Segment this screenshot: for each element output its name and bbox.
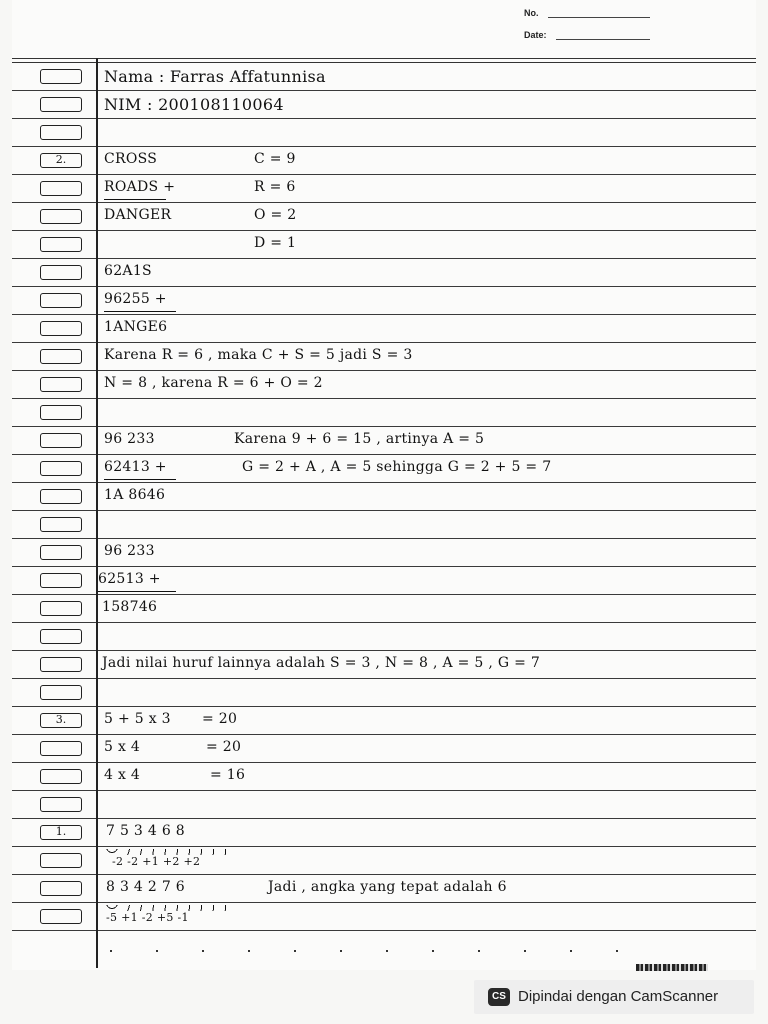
handwritten-text: DANGER	[104, 207, 172, 223]
handwritten-text: = 20	[202, 711, 238, 727]
row-checkbox[interactable]	[40, 853, 82, 868]
handwritten-text: -5 +1 -2 +5 -1	[106, 911, 189, 924]
row-checkbox[interactable]	[40, 489, 82, 504]
row-checkbox[interactable]	[40, 517, 82, 532]
handwritten-text: C = 9	[254, 151, 296, 167]
handwritten-text: O = 2	[254, 207, 297, 223]
handwritten-text: 1A 8646	[104, 487, 166, 503]
handwritten-text: = 16	[210, 767, 246, 783]
line-row	[12, 875, 756, 903]
question-number-box[interactable]: 2.	[40, 153, 82, 168]
handwritten-text: 62413 +	[104, 459, 167, 475]
line-row	[12, 343, 756, 371]
handwritten-text: -2 -2 +1 +2 +2	[112, 855, 201, 868]
line-row	[12, 203, 756, 231]
line-row	[12, 567, 756, 595]
line-row	[12, 455, 756, 483]
line-row	[12, 231, 756, 259]
no-line	[548, 17, 650, 18]
margin-rule	[96, 58, 98, 968]
row-checkbox[interactable]	[40, 685, 82, 700]
line-row	[12, 63, 756, 91]
line-row	[12, 287, 756, 315]
handwritten-text: Jadi , angka yang tepat adalah 6	[268, 879, 507, 895]
row-checkbox[interactable]	[40, 629, 82, 644]
handwritten-text: 62A1S	[104, 263, 152, 279]
row-checkbox[interactable]	[40, 769, 82, 784]
row-checkbox[interactable]	[40, 545, 82, 560]
handwritten-text: Karena 9 + 6 = 15 , artinya A = 5	[234, 431, 485, 447]
handwritten-text: 1ANGE6	[104, 319, 168, 335]
line-row	[12, 119, 756, 147]
row-checkbox[interactable]	[40, 881, 82, 896]
row-checkbox[interactable]	[40, 433, 82, 448]
handwritten-text: 4 x 4	[104, 767, 141, 783]
row-checkbox[interactable]	[40, 377, 82, 392]
row-checkbox[interactable]	[40, 237, 82, 252]
handwritten-text: 96 233	[104, 431, 155, 447]
handwritten-text: 96255 +	[104, 291, 167, 307]
row-checkbox[interactable]	[40, 321, 82, 336]
line-row	[12, 259, 756, 287]
date-label: Date:	[524, 30, 547, 40]
underline	[104, 311, 176, 312]
line-row	[12, 903, 756, 931]
bottom-dots	[110, 950, 650, 952]
line-row	[12, 763, 756, 791]
row-checkbox[interactable]	[40, 909, 82, 924]
line-row	[12, 679, 756, 707]
student-name: Nama : Farras Affatunnisa	[104, 67, 326, 86]
handwritten-text: G = 2 + A , A = 5 sehingga G = 2 + 5 = 7	[242, 459, 552, 475]
handwritten-text: CROSS	[104, 151, 158, 167]
row-checkbox[interactable]	[40, 573, 82, 588]
line-row	[12, 427, 756, 455]
line-row	[12, 707, 756, 735]
handwritten-text: 62513 +	[98, 571, 161, 587]
row-checkbox[interactable]	[40, 741, 82, 756]
handwritten-text: D = 1	[254, 235, 297, 251]
underline	[104, 479, 176, 480]
question-number-box[interactable]: 3.	[40, 713, 82, 728]
no-label: No.	[524, 8, 539, 18]
handwritten-text: N = 8 , karena R = 6 + O = 2	[104, 375, 323, 391]
row-checkbox[interactable]	[40, 97, 82, 112]
line-row	[12, 315, 756, 343]
handwritten-text: 8 3 4 2 7 6	[106, 879, 185, 895]
row-checkbox[interactable]	[40, 69, 82, 84]
row-checkbox[interactable]	[40, 797, 82, 812]
line-row	[12, 483, 756, 511]
row-checkbox[interactable]	[40, 601, 82, 616]
handwritten-text: = 20	[206, 739, 242, 755]
underline	[96, 591, 176, 592]
handwritten-text: 158746	[102, 599, 158, 615]
line-row	[12, 399, 756, 427]
line-row	[12, 539, 756, 567]
handwritten-text: 5 x 4	[104, 739, 141, 755]
row-checkbox[interactable]	[40, 209, 82, 224]
line-row	[12, 175, 756, 203]
row-checkbox[interactable]	[40, 657, 82, 672]
handwritten-text: Jadi nilai huruf lainnya adalah S = 3 , N = 8 , A = 5 , G = 7	[102, 655, 541, 671]
page-barcode	[636, 964, 708, 971]
handwritten-text: Karena R = 6 , maka C + S = 5 jadi S = 3	[104, 347, 413, 363]
row-checkbox[interactable]	[40, 349, 82, 364]
row-checkbox[interactable]	[40, 265, 82, 280]
camscanner-watermark	[474, 980, 754, 1014]
underline	[104, 199, 166, 200]
camscanner-logo-icon: CS	[488, 988, 510, 1006]
line-row	[12, 847, 756, 875]
row-checkbox[interactable]	[40, 293, 82, 308]
student-nim: NIM : 200108110064	[104, 95, 284, 114]
line-row	[12, 623, 756, 651]
handwritten-text: 5 + 5 x 3	[104, 711, 171, 727]
row-checkbox[interactable]	[40, 125, 82, 140]
row-checkbox[interactable]	[40, 405, 82, 420]
top-rule	[12, 58, 756, 59]
handwritten-text: 96 233	[104, 543, 155, 559]
line-row	[12, 651, 756, 679]
line-row	[12, 791, 756, 819]
line-row	[12, 91, 756, 119]
row-checkbox[interactable]	[40, 181, 82, 196]
handwritten-text: R = 6	[254, 179, 296, 195]
handwritten-text: ROADS +	[104, 179, 176, 195]
line-row	[12, 735, 756, 763]
camscanner-text: Dipindai dengan CamScanner	[518, 988, 719, 1005]
line-row	[12, 511, 756, 539]
question-number-box[interactable]: 1.	[40, 825, 82, 840]
line-row	[12, 595, 756, 623]
handwritten-text: 7 5 3 4 6 8	[106, 823, 185, 839]
line-row	[12, 147, 756, 175]
date-line	[556, 39, 650, 40]
line-row	[12, 819, 756, 847]
row-checkbox[interactable]	[40, 461, 82, 476]
line-row	[12, 371, 756, 399]
